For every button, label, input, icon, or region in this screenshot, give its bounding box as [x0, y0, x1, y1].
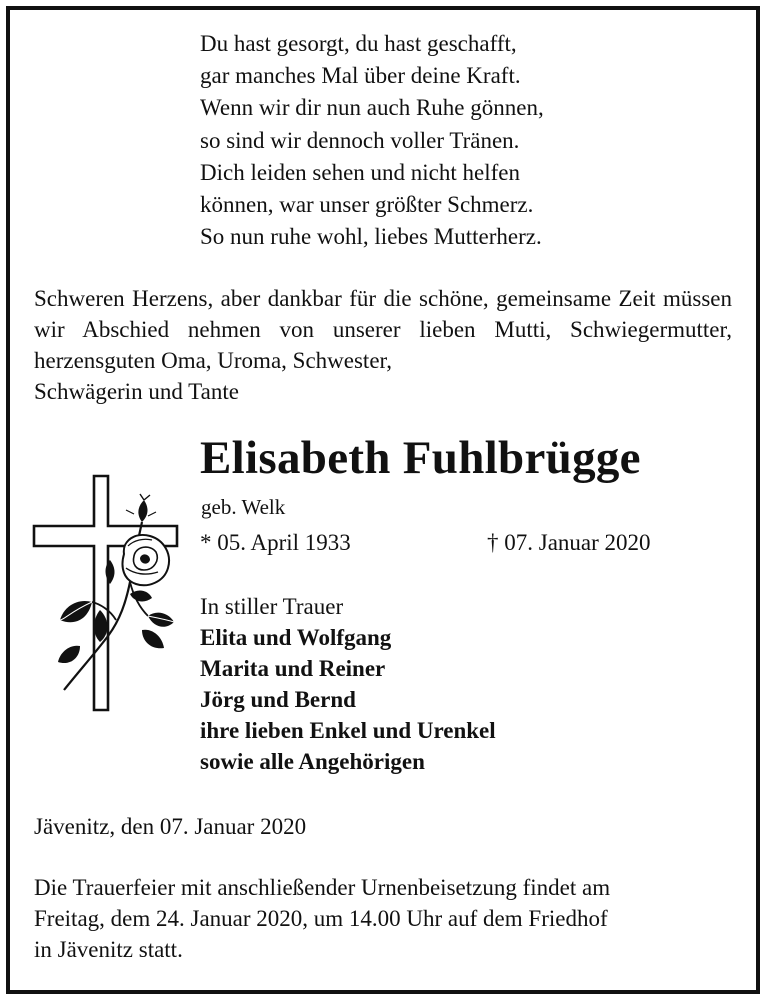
death-date: † 07. Januar 2020 — [487, 530, 651, 555]
service-line: Freitag, dem 24. Januar 2020, um 14.00 Uhr auf dem Friedhof — [34, 906, 608, 931]
poem-line: gar manches Mal über deine Kraft. — [200, 63, 521, 89]
mourner-name: sowie alle Angehörigen — [200, 749, 425, 774]
poem-line: können, war unser größter Schmerz. — [200, 192, 534, 218]
mourners-block — [200, 591, 496, 777]
place-date: Jävenitz, den 07. Januar 2020 — [34, 814, 307, 839]
intro-text: Schweren Herzens, aber dankbar für die schöne, gemeinsame Zeit müssen wir Abschied nehmen von unserer lieben Mutti, Schwiegermutter, herzensguten Oma, Uroma, Schwester, — [34, 286, 732, 373]
deceased-name: Elisabeth Fuhlbrügge — [200, 432, 641, 484]
poem — [200, 28, 544, 253]
poem-line: Dich leiden sehen und nicht helfen — [200, 159, 520, 185]
poem-line: So nun ruhe wohl, liebes Mutterherz. — [200, 224, 542, 250]
mourner-name: Elita und Wolfgang — [200, 625, 392, 650]
mourner-name: Jörg und Bernd — [200, 687, 356, 712]
mourner-name: Marita und Reiner — [200, 656, 386, 681]
poem-line: Du hast gesorgt, du hast geschafft, — [200, 31, 517, 56]
service-notice — [34, 872, 734, 965]
birth-date: * 05. April 1933 — [200, 530, 351, 555]
poem-line: so sind wir dennoch voller Tränen. — [200, 127, 520, 153]
service-line: Die Trauerfeier mit anschließender Urnenbeisetzung findet am — [34, 875, 611, 900]
poem-line: Wenn wir dir nun auch Ruhe gönnen, — [200, 95, 544, 121]
intro-last-line: Schwägerin und Tante — [34, 379, 239, 404]
mourners-heading: In stiller Trauer — [200, 594, 344, 619]
intro-paragraph — [34, 283, 732, 407]
cross-with-rose-icon — [30, 470, 180, 715]
mourner-name: ihre lieben Enkel und Urenkel — [200, 718, 496, 743]
service-line: in Jävenitz statt. — [34, 937, 183, 962]
maiden-name: geb. Welk — [201, 495, 286, 519]
